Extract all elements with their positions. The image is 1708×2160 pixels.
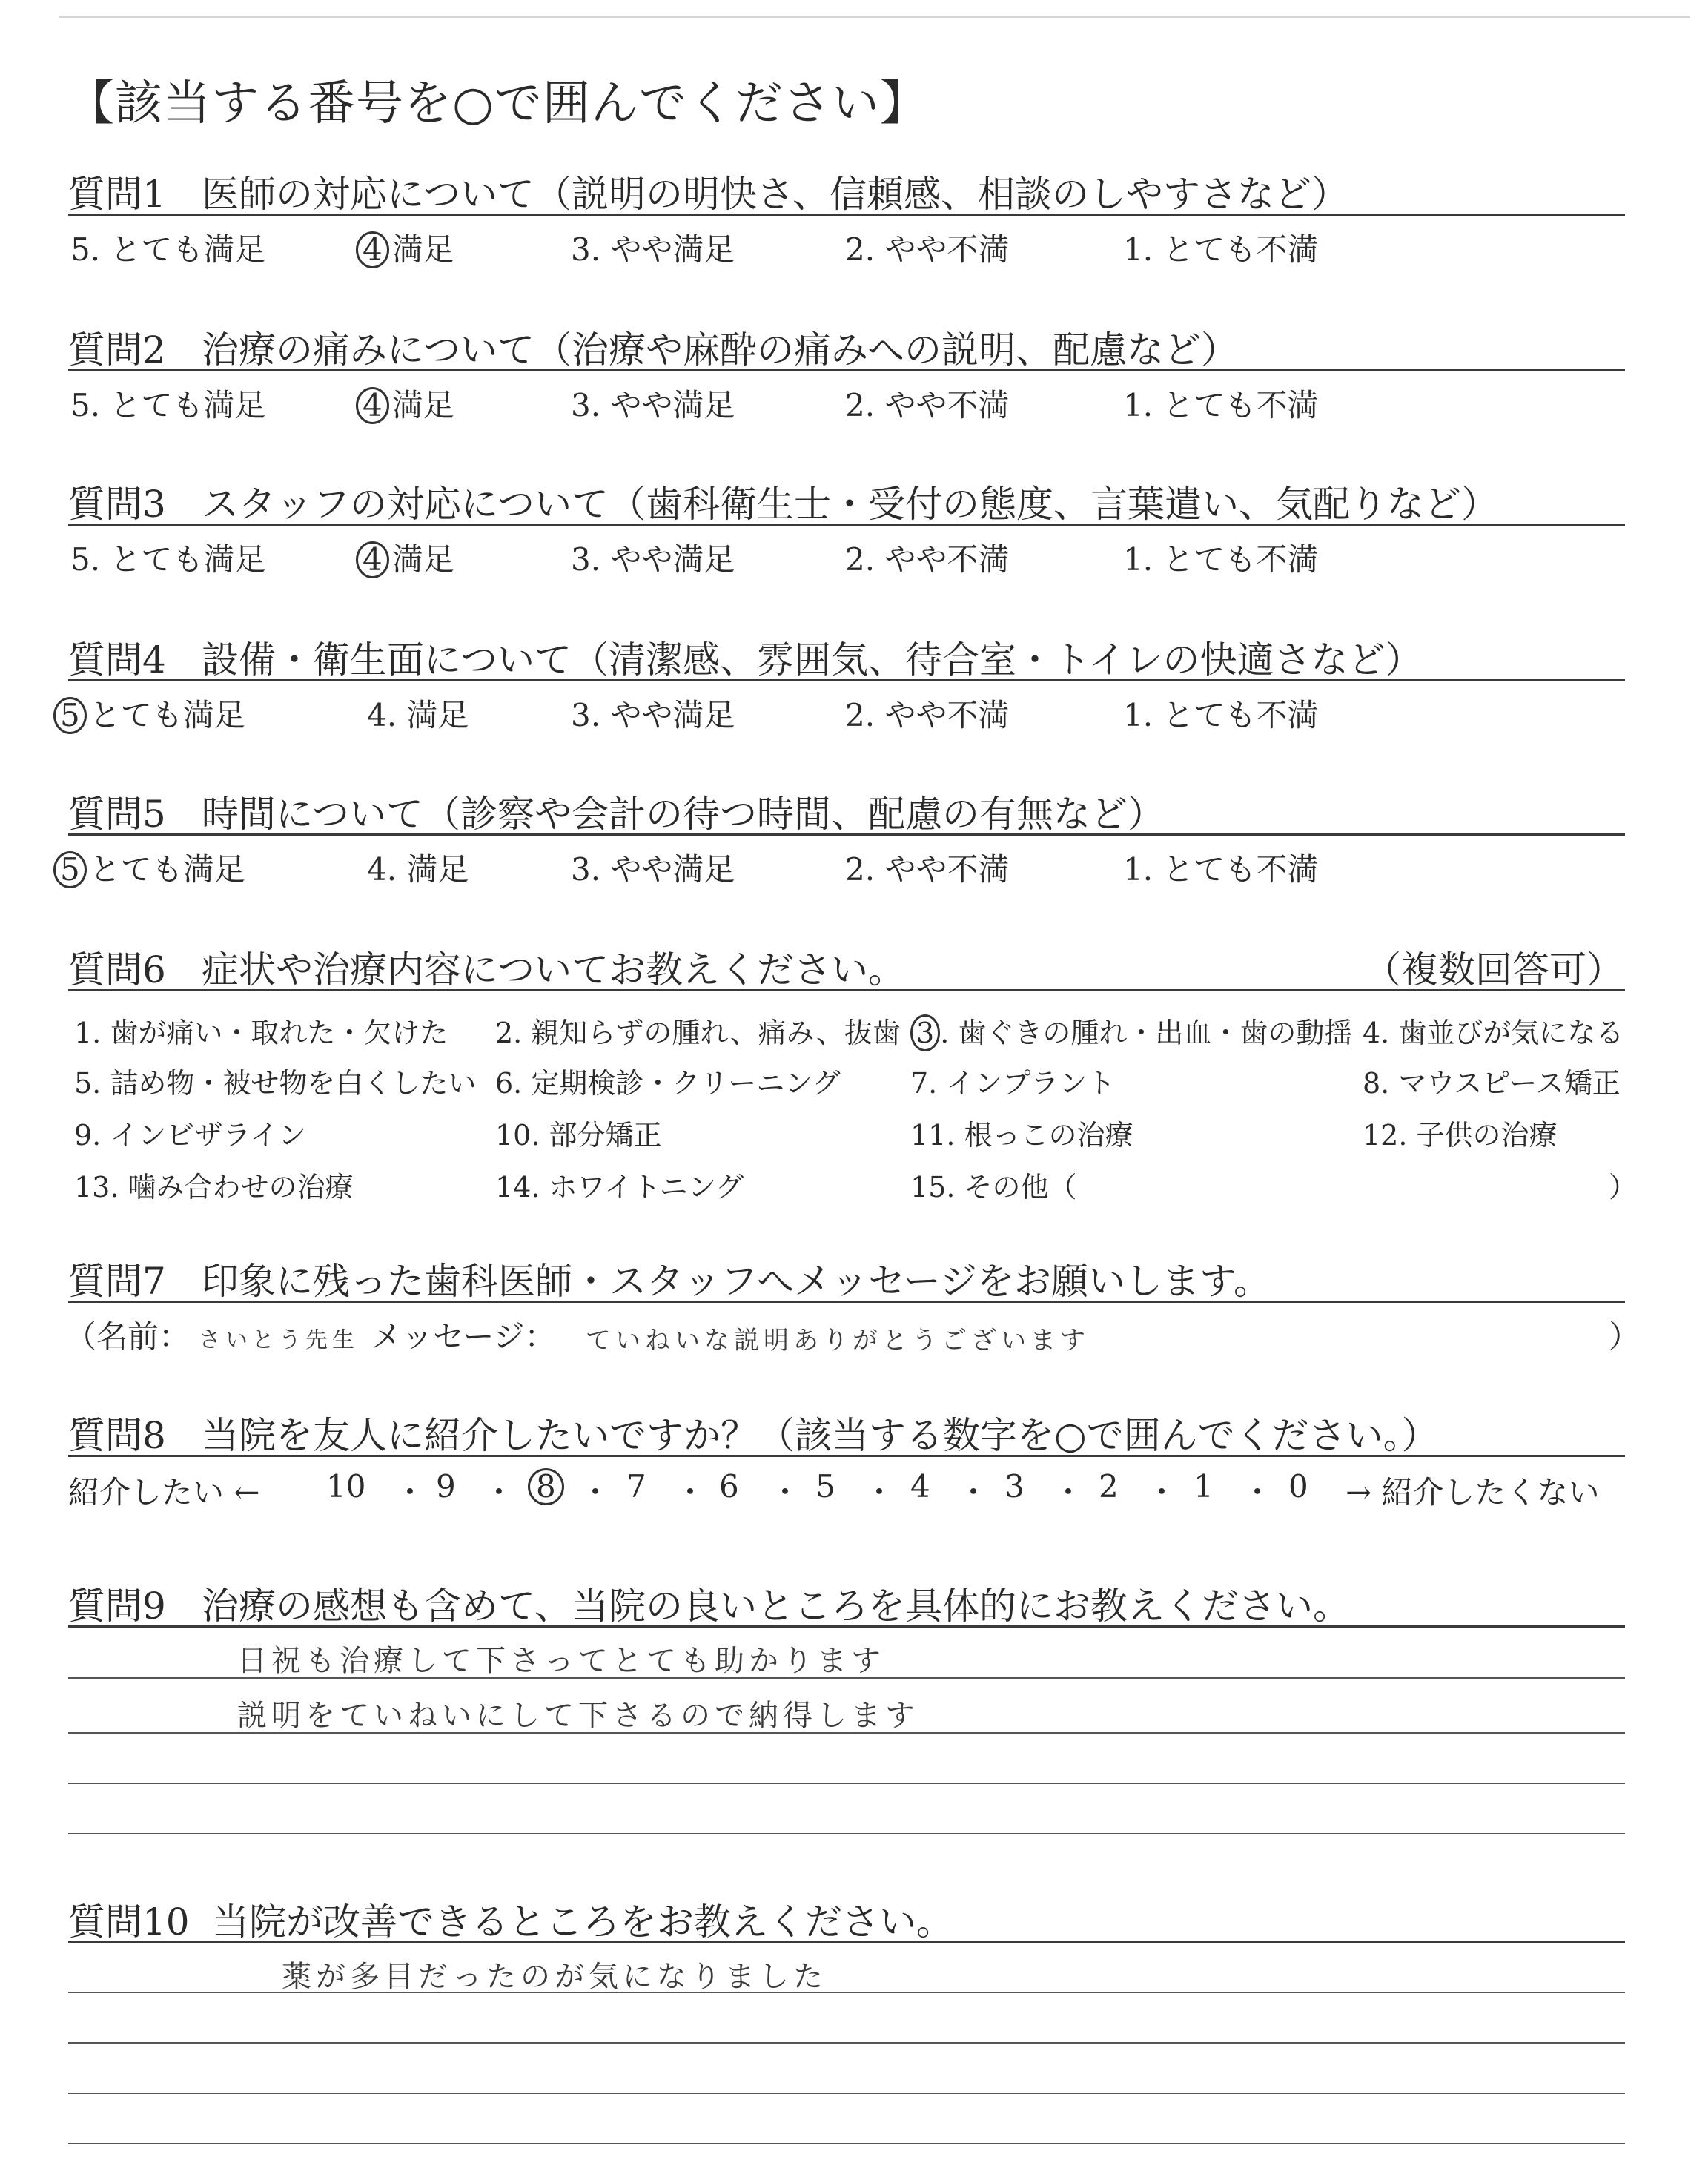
question-text: 当院を友人に紹介したいですか？（該当する数字を○で囲んでください。）: [202, 1414, 1439, 1457]
question-9: [68, 1576, 1350, 1630]
scale-separator: ・: [580, 1474, 612, 1510]
scale-separator: ・: [394, 1474, 426, 1510]
q2-option-3[interactable]: 3. やや満足: [571, 387, 735, 423]
scale-separator: ・: [958, 1474, 990, 1510]
scale-2[interactable]: 2: [1099, 1468, 1119, 1505]
q6-item-12[interactable]: 12. 子供の治療: [1363, 1119, 1558, 1152]
q6-item-13[interactable]: 13. 噛み合わせの治療: [74, 1171, 354, 1203]
question-7: [68, 1252, 1271, 1305]
scale-5[interactable]: 5: [815, 1468, 835, 1505]
q9-answer-line-2: 説明をていねいにして下さるので納得します: [237, 1699, 919, 1733]
q1-option-5[interactable]: 5. とても満足: [70, 231, 266, 268]
question-number: 質問8: [68, 1414, 166, 1457]
question-6: [68, 940, 905, 994]
question-number: 質問2: [68, 328, 166, 371]
scale-8-selected[interactable]: [528, 1468, 567, 1505]
scale-7[interactable]: 7: [626, 1468, 646, 1505]
question-text: 治療の感想も含めて、当院の良いところを具体的にお教えください。: [202, 1585, 1350, 1628]
q3-option-5[interactable]: 5. とても満足: [70, 541, 266, 578]
message-label: メッセージ：: [371, 1318, 556, 1355]
q4-option-4[interactable]: 4. 満足: [367, 697, 469, 733]
scale-separator: ・: [1053, 1474, 1085, 1510]
q6-item-11[interactable]: 11. 根っこの治療: [910, 1119, 1133, 1152]
selection-circle: 8: [528, 1468, 564, 1505]
answer-rule: [68, 1783, 1625, 1784]
scale-9[interactable]: 9: [436, 1468, 456, 1505]
q6-item-3[interactable]: [910, 1010, 1352, 1051]
q6-item-7[interactable]: 7. インプラント: [910, 1067, 1116, 1100]
question-4: [68, 630, 1423, 684]
option-label: . 歯ぐきの腫れ・出血・歯の動揺: [940, 1017, 1353, 1049]
question-rule: [68, 1941, 1625, 1943]
q6-item-8[interactable]: 8. マウスピース矯正: [1363, 1067, 1621, 1100]
question-rule: [68, 1455, 1625, 1457]
q3-option-3[interactable]: 3. やや満足: [571, 541, 735, 578]
q6-item-14[interactable]: 14. ホワイトニング: [495, 1171, 744, 1203]
name-label: （名前：: [65, 1318, 191, 1355]
q5-option-5[interactable]: [53, 845, 245, 890]
question-text: スタッフの対応について（歯科衛生士・受付の態度、言葉遣い、気配りなど）: [202, 483, 1498, 526]
question-rule: [68, 1625, 1625, 1628]
q5-option-2[interactable]: 2. やや不満: [845, 851, 1010, 888]
scale-10[interactable]: 10: [326, 1468, 366, 1505]
option-label: とても満足: [89, 697, 245, 733]
option-label: 満足: [391, 387, 454, 423]
scale-separator: ・: [1242, 1474, 1274, 1510]
question-number: 質問10: [68, 1900, 190, 1943]
question-10: [68, 1892, 953, 1946]
q2-option-5[interactable]: 5. とても満足: [70, 387, 266, 423]
q6-item-10[interactable]: 10. 部分矯正: [495, 1119, 662, 1152]
q9-answer-line-1: 日祝も治療して下さってとても助かります: [237, 1644, 885, 1678]
q1-option-2[interactable]: 2. やや不満: [845, 231, 1010, 268]
question-text: 印象に残った歯科医師・スタッフへメッセージをお願いします。: [202, 1260, 1271, 1303]
name-value-handwritten: さいとう先生: [199, 1327, 359, 1353]
message-value-handwritten: ていねいな説明ありがとうございます: [586, 1326, 1090, 1355]
answer-rule: [68, 1992, 1625, 1993]
scale-3[interactable]: 3: [1004, 1468, 1025, 1505]
scale-separator: ・: [769, 1474, 801, 1510]
selection-circle: 4: [356, 231, 389, 268]
answer-rule: [68, 2093, 1625, 2094]
q4-option-3[interactable]: 3. やや満足: [571, 697, 735, 733]
scale-right-label: → 紹介したくない: [1345, 1474, 1600, 1510]
q4-option-1[interactable]: 1. とても不満: [1123, 697, 1319, 733]
q1-option-4[interactable]: [356, 225, 454, 270]
q2-option-2[interactable]: 2. やや不満: [845, 387, 1010, 423]
answer-rule: [68, 1732, 1625, 1734]
question-rule: [68, 524, 1625, 526]
option-label: とても満足: [89, 851, 245, 888]
q6-item-6[interactable]: 6. 定期検診・クリーニング: [495, 1067, 841, 1100]
question-8: [68, 1406, 1439, 1459]
scale-left-label: 紹介したい ←: [68, 1474, 260, 1510]
selection-circle: 4: [356, 387, 389, 424]
answer-rule: [68, 1833, 1625, 1834]
q4-option-5[interactable]: [53, 691, 245, 736]
question-number: 質問7: [68, 1260, 166, 1303]
question-rule: [68, 833, 1625, 836]
q6-item-15[interactable]: 15. その他（: [910, 1171, 1077, 1203]
q5-option-3[interactable]: 3. やや満足: [571, 851, 735, 888]
scale-separator: ・: [675, 1474, 706, 1510]
q6-item-5[interactable]: 5. 詰め物・被せ物を白くしたい: [74, 1067, 477, 1100]
question-1: [68, 165, 1348, 218]
selection-circle: 5: [53, 851, 87, 888]
message-close: ）: [1609, 1318, 1641, 1355]
selection-circle: 4: [356, 541, 389, 578]
question-number: 質問5: [68, 793, 166, 836]
question-3: [68, 475, 1498, 528]
question-number: 質問1: [68, 173, 166, 216]
question-number: 質問6: [68, 948, 166, 991]
question-rule: [68, 989, 1625, 991]
q4-option-2[interactable]: 2. やや不満: [845, 697, 1010, 733]
scale-4[interactable]: 4: [910, 1468, 930, 1505]
question-text: 医師の対応について（説明の明快さ、信頼感、相談のしやすさなど）: [202, 173, 1348, 216]
selection-circle: 3: [910, 1014, 940, 1051]
question-text: 治療の痛みについて（治療や麻酔の痛みへの説明、配慮など）: [202, 328, 1238, 371]
question-2: [68, 320, 1238, 374]
question-number: 質問9: [68, 1585, 166, 1628]
q1-option-3[interactable]: 3. やや満足: [571, 231, 735, 268]
question-number: 質問3: [68, 483, 166, 526]
scale-0[interactable]: 0: [1288, 1468, 1308, 1505]
q2-option-1[interactable]: 1. とても不満: [1123, 387, 1319, 423]
q10-answer-line-1: 薬が多目だったのが気になりました: [282, 1960, 827, 1994]
scale-separator: ・: [864, 1474, 896, 1510]
top-border: [59, 16, 1690, 18]
multiple-answer-note: （複数回答可）: [1364, 948, 1623, 991]
scale-separator: ・: [483, 1474, 515, 1510]
q1-option-1[interactable]: 1. とても不満: [1123, 231, 1319, 268]
scale-1[interactable]: 1: [1194, 1468, 1214, 1505]
question-rule: [68, 1301, 1625, 1303]
q6-other-close: ）: [1609, 1171, 1638, 1203]
question-text: 症状や治療内容についてお教えください。: [202, 948, 905, 991]
answer-rule: [68, 1677, 1625, 1679]
question-text: 設備・衛生面について（清潔感、雰囲気、待合室・トイレの快適さなど）: [202, 638, 1423, 681]
q5-option-1[interactable]: 1. とても不満: [1123, 851, 1319, 888]
form-title: 【該当する番号を○で囲んでください】: [67, 76, 928, 131]
answer-rule: [68, 2143, 1625, 2144]
q2-option-4[interactable]: [356, 381, 454, 426]
option-label: 満足: [391, 231, 454, 268]
scale-separator: ・: [1146, 1474, 1178, 1510]
q6-item-1[interactable]: 1. 歯が痛い・取れた・欠けた: [74, 1017, 448, 1049]
question-5: [68, 785, 1165, 838]
q3-option-4[interactable]: [356, 535, 454, 580]
scale-6[interactable]: 6: [719, 1468, 739, 1505]
q3-option-2[interactable]: 2. やや不満: [845, 541, 1010, 578]
question-rule: [68, 214, 1625, 216]
question-text: 時間について（診察や会計の待つ時間、配慮の有無など）: [202, 793, 1165, 836]
selection-circle: 5: [53, 697, 87, 734]
q3-option-1[interactable]: 1. とても不満: [1123, 541, 1319, 578]
answer-rule: [68, 2042, 1625, 2044]
q5-option-4[interactable]: 4. 満足: [367, 851, 469, 888]
question-rule: [68, 369, 1625, 371]
option-label: 満足: [391, 541, 454, 578]
question-rule: [68, 679, 1625, 681]
question-text: 当院が改善できるところをお教えください。: [212, 1900, 953, 1943]
q6-item-9[interactable]: 9. インビザライン: [74, 1119, 307, 1152]
q6-item-2[interactable]: 2. 親知らずの腫れ、痛み、抜歯: [495, 1017, 901, 1049]
q6-item-4[interactable]: 4. 歯並びが気になる: [1363, 1017, 1624, 1049]
question-number: 質問4: [68, 638, 166, 681]
